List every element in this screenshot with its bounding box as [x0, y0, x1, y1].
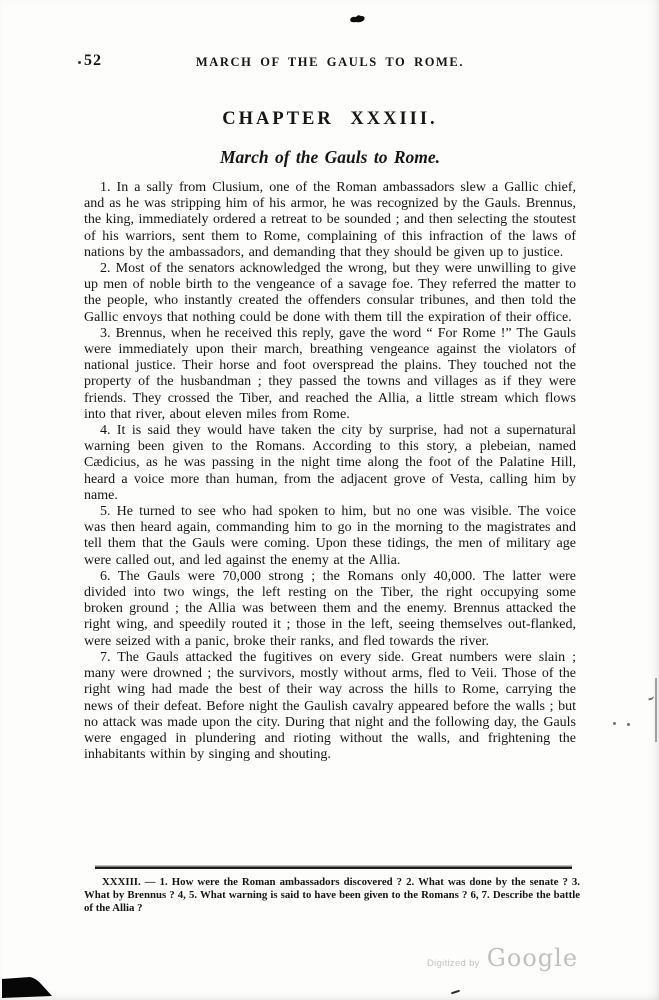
- chapter-heading: CHAPTER XXXIII.: [222, 109, 438, 129]
- watermark: [427, 944, 578, 972]
- paragraph-2: 2. Most of the senators acknowledged the wrong, but they were unwilling to give up men of noble birth to the vengeance of a savage foe. They referred the matter to the people, who instantly created the offenders consular tribunes, and then told the Gallic envoys that nothing could be done with them till the expiration of their office.: [84, 261, 576, 325]
- paragraph-4: 4. It is said they would have taken the city by surprise, had not a supernatural warning been given to the Romans. According to this story, a plebeian, named Cædicius, as he was passing in the night time along the foot of the Palatine Hill, heard a voice more than human, from the adjacent grove of Vesta, calling him by name.: [84, 423, 576, 503]
- speck-artifact: [627, 723, 630, 726]
- chapter-subtitle: March of the Gauls to Rome.: [219, 147, 441, 167]
- paragraph-3: 3. Brennus, when he received this reply, gave the word “ For Rome !” The Gauls were immediately upon their march, breathing vengeance against the violators of national justice. Their horse and foot overspread the plains. They touched not the property of the husbandman ; they passed the towns and villages as if they were friends. They crossed the Tiber, and reached the Allia, a little stream which flows into that river, about eleven miles from Rome.: [84, 325, 576, 422]
- speck-artifact: [78, 61, 81, 64]
- google-logo: Google: [486, 944, 579, 972]
- paragraph-7: 7. The Gauls attacked the fugitives on every side. Great numbers were slain ; many were drowned ; the survivors, mostly without arms, fled to Veii. Those of the right wing had made the best of their way across the hills to Rome, carrying the news of their defeat. Before night the Gaulish cavalry appeared before the walls ; but no attack was made upon the city. During that night and the following day, the Gauls were engaged in plundering and rioting without the walls, and frightening the inhabitants within by singing and shouting.: [84, 649, 576, 763]
- paragraph-1: 1. In a sally from Clusium, one of the Roman ambassadors slew a Gallic chief, and as he was stripping him of his armor, he was recognized by the Gauls. Brennus, the king, immediately ordered a retreat to be sounded ; and then selecting the stoutest of his warriors, sent them to Rome, complaining of this infraction of the laws of nations by the ambassadors, and demanding that they should be given up to justice.: [84, 180, 576, 260]
- footnote-divider: [95, 867, 572, 869]
- page-number: 52: [84, 52, 102, 69]
- body-text: [84, 180, 576, 763]
- footnote-questions: XXXIII. — 1. How were the Roman ambassadors discovered ? 2. What was done by the senate ? 3. What by Brennus ? 4, 5. What warning is said to have been given to the Romans ? 6, 7. Describe the battle of the Allia ?: [84, 876, 580, 915]
- speck-artifact: [647, 693, 654, 700]
- paragraph-5: 5. He turned to see who had spoken to him, but no one was visible. The voice was then heard again, commanding him to go in the morning to the magistrates and tell them that the Gauls were coming. Upon these tidings, the men of military age were called out, and led against the enemy at the Allia.: [84, 504, 576, 568]
- speck-artifact: [613, 722, 616, 725]
- speck-artifact: [451, 990, 460, 995]
- watermark-prefix: Digitized by: [427, 958, 480, 969]
- page-edge-artifact: [655, 678, 657, 742]
- corner-blob-artifact: [0, 975, 58, 999]
- running-header: MARCH OF THE GAULS TO ROME.: [195, 55, 465, 69]
- paragraph-6: 6. The Gauls were 70,000 strong ; the Romans only 40,000. The latter were divided into two wings, the left resting on the Tiber, the right occupying some broken ground ; the Allia was between them and the enemy. Brennus attacked the right wing, and speedily routed it ; those in the left, seeing themselves out-flanked, were seized with a panic, broke their ranks, and fled towards the river.: [84, 568, 576, 649]
- ink-blot-artifact: [347, 13, 367, 25]
